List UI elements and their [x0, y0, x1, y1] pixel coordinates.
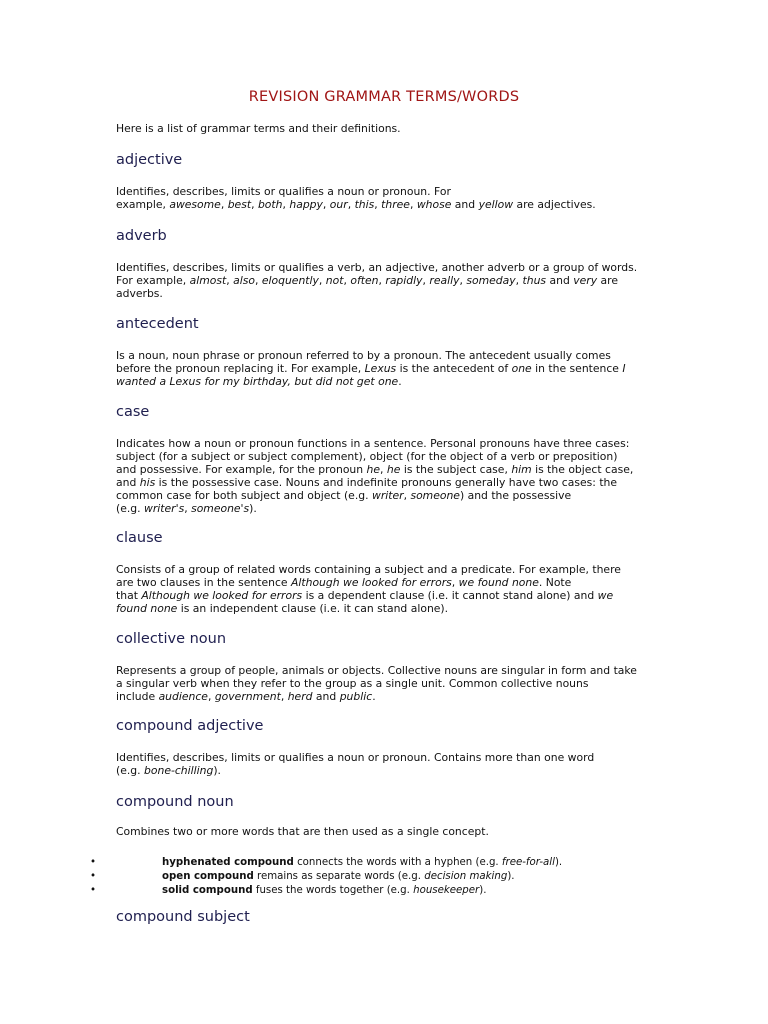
section-clause [116, 529, 656, 615]
section-case [116, 403, 656, 515]
term-heading: adverb [116, 228, 167, 244]
term-heading: clause [116, 530, 163, 546]
term-definition: Identifies, describes, limits or qualifies a noun or pronoun. Contains more than one word (e.g. bone-chilling). [116, 751, 595, 777]
term-heading: compound noun [116, 794, 234, 810]
section-adverb [116, 227, 656, 300]
list-item-text: remains as separate words (e.g. decision making). [253, 871, 515, 882]
term-heading: compound subject [116, 909, 250, 925]
term-heading: case [116, 404, 150, 420]
term-heading: antecedent [116, 316, 199, 332]
term-heading: collective noun [116, 631, 227, 647]
compound-types-list [90, 856, 650, 898]
list-item-term: solid compound [162, 885, 253, 896]
page-title: REVISION GRAMMAR TERMS/WORDS [248, 89, 520, 105]
term-definition: Identifies, describes, limits or qualifies a verb, an adjective, another adverb or a group of words. For example, almost, also, eloquently, not, often, rapidly, really, someday, thus and very are adverbs. [116, 261, 638, 300]
bullet-icon: • [90, 871, 97, 882]
term-definition: Represents a group of people, animals or objects. Collective nouns are singular in form and take a singular verb when they refer to the group as a single unit. Common collective nouns include audience, government, herd and public. [116, 664, 637, 703]
term-definition: Is a noun, noun phrase or pronoun referred to by a pronoun. The antecedent usually comes before the pronoun replacing it. For example, Lexus is the antecedent of one in the sentence I wanted a Lexus for my birthday, but did not get one. [116, 349, 626, 388]
term-definition: Consists of a group of related words containing a subject and a predicate. For example, there are two clauses in the sentence Although we looked for errors, we found none. Note that Although we looked for errors is a dependent clause (i.e. it cannot stand alone) and we found none is an independent clause (i.e. it can stand alone). [116, 563, 621, 615]
list-item-text: connects the words with a hyphen (e.g. free-for-all). [293, 857, 563, 868]
term-definition: Combines two or more words that are then used as a single concept. [116, 825, 489, 838]
bullet-icon: • [90, 885, 97, 896]
term-heading: compound adjective [116, 718, 264, 734]
section-compound-adjective [116, 717, 656, 777]
list-item-term: open compound [162, 871, 254, 882]
intro-text: Here is a list of grammar terms and their definitions. [116, 122, 401, 135]
section-antecedent [116, 315, 656, 388]
bullet-icon: • [90, 857, 97, 868]
list-item [90, 856, 650, 870]
term-definition: Identifies, describes, limits or qualifies a noun or pronoun. For example, awesome, best, both, happy, our, this, three, whose and yellow are adjectives. [116, 185, 596, 211]
section-compound-noun [116, 793, 656, 838]
term-definition: Indicates how a noun or pronoun functions in a sentence. Personal pronouns have three cases: subject (for a subject or subject complement), object (for the object of a verb or preposition) and possessive. For example, for the pronoun he, he is the subject case, him is the object case, and his is the possessive case. Nouns and indefinite pronouns generally have two cases: the common case for both subject and object (e.g. writer, someone) and the possessive (e.g. writer's, someone's). [116, 437, 634, 515]
section-compound-subject [116, 908, 656, 926]
list-item [90, 884, 650, 898]
list-item-text: fuses the words together (e.g. housekeeper). [252, 885, 487, 896]
section-adjective [116, 151, 656, 211]
section-collective-noun [116, 630, 656, 703]
term-heading: adjective [116, 152, 183, 168]
list-item-term: hyphenated compound [162, 857, 294, 868]
list-item [90, 870, 650, 884]
